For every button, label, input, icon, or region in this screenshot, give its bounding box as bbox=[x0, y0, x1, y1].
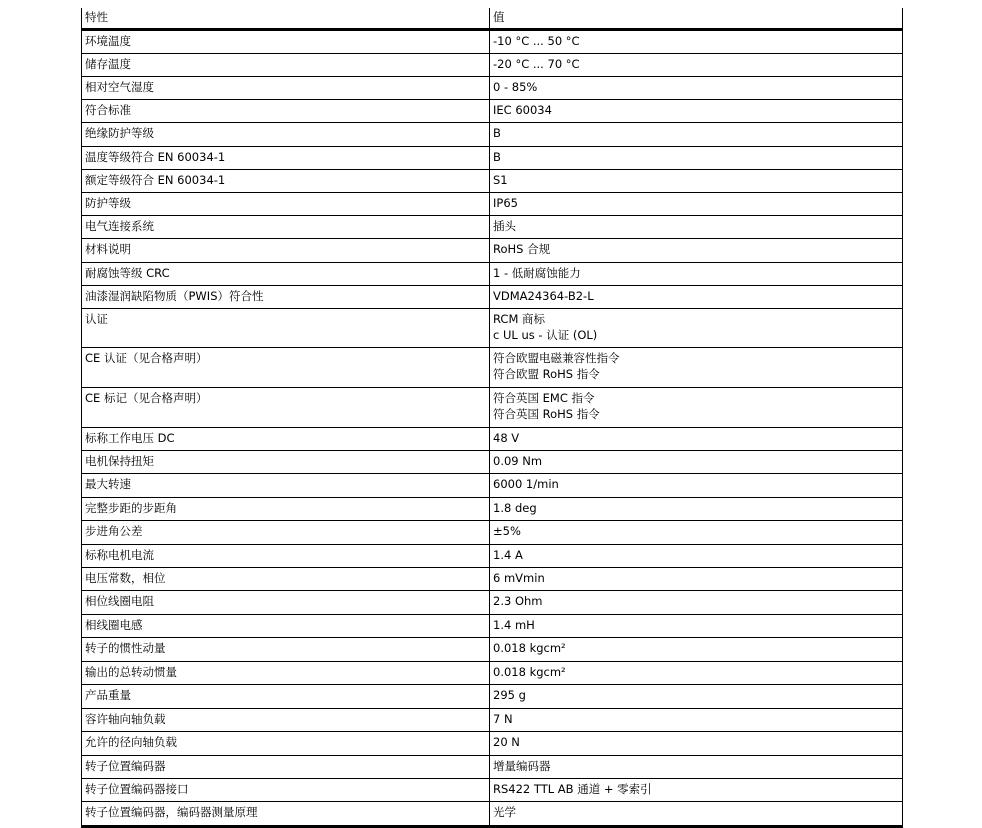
table-row bbox=[81, 521, 903, 545]
property-value-cell bbox=[490, 286, 903, 308]
property-name-cell: 温度等级符合 EN 60034-1 bbox=[81, 147, 490, 169]
table-row bbox=[81, 239, 903, 263]
property-name-cell: CE 认证（见合格声明） bbox=[81, 348, 490, 387]
value-line: 0.018 kgcm² bbox=[493, 641, 566, 655]
spec-table bbox=[81, 8, 903, 828]
property-name-cell: 转子位置编码器 bbox=[81, 756, 490, 778]
table-row bbox=[81, 193, 903, 216]
value-line: 1 - 低耐腐蚀能力 bbox=[493, 266, 581, 280]
property-name-cell: CE 标记（见合格声明） bbox=[81, 388, 490, 427]
property-name-cell: 环境温度 bbox=[81, 31, 490, 53]
property-name-cell: 防护等级 bbox=[81, 193, 490, 215]
header-value-cell: 值 bbox=[490, 8, 903, 28]
table-row bbox=[81, 568, 903, 591]
property-value-cell bbox=[490, 309, 903, 347]
property-value-cell bbox=[490, 709, 903, 731]
value-line: 1.8 deg bbox=[493, 501, 537, 515]
value-line: 0.018 kgcm² bbox=[493, 665, 566, 679]
value-line: 6 mVmin bbox=[493, 571, 545, 585]
property-name-cell: 最大转速 bbox=[81, 474, 490, 497]
property-value-cell bbox=[490, 615, 903, 637]
property-value-cell bbox=[490, 474, 903, 497]
property-name-cell: 转子的惯性动量 bbox=[81, 638, 490, 661]
property-value-cell bbox=[490, 100, 903, 122]
property-value-cell bbox=[490, 239, 903, 262]
table-row bbox=[81, 170, 903, 193]
table-row bbox=[81, 498, 903, 521]
property-value-cell bbox=[490, 521, 903, 544]
value-line: 符合欧盟 RoHS 指令 bbox=[493, 367, 600, 381]
value-line: 符合英国 EMC 指令 bbox=[493, 391, 595, 405]
property-value-cell bbox=[490, 428, 903, 450]
property-value-cell bbox=[490, 451, 903, 473]
table-row bbox=[81, 263, 903, 286]
property-name-cell: 绝缘防护等级 bbox=[81, 123, 490, 146]
table-row bbox=[81, 451, 903, 474]
value-line: IEC 60034 bbox=[493, 103, 552, 117]
table-row bbox=[81, 591, 903, 615]
property-value-cell bbox=[490, 685, 903, 708]
value-line: S1 bbox=[493, 173, 508, 187]
table-row bbox=[81, 388, 903, 428]
table-header-row bbox=[81, 8, 903, 31]
value-line: RoHS 合规 bbox=[493, 242, 551, 256]
property-name-cell: 相对空气湿度 bbox=[81, 77, 490, 99]
property-name-cell: 步进角公差 bbox=[81, 521, 490, 544]
property-name-cell: 电气连接系统 bbox=[81, 216, 490, 238]
value-line: 符合欧盟电磁兼容性指令 bbox=[493, 351, 620, 365]
property-name-cell: 标称电机电流 bbox=[81, 545, 490, 567]
value-line: 48 V bbox=[493, 431, 520, 445]
property-name-cell: 油漆湿润缺陷物质（PWIS）符合性 bbox=[81, 286, 490, 308]
property-name-cell: 电机保持扭矩 bbox=[81, 451, 490, 473]
property-value-cell bbox=[490, 388, 903, 427]
value-line: 1.4 A bbox=[493, 548, 523, 562]
value-line: RCM 商标 bbox=[493, 312, 546, 326]
property-value-cell bbox=[490, 779, 903, 801]
property-value-cell bbox=[490, 77, 903, 99]
property-value-cell bbox=[490, 263, 903, 285]
property-name-cell: 容许轴向轴负载 bbox=[81, 709, 490, 731]
property-value-cell bbox=[490, 348, 903, 387]
property-name-cell: 标称工作电压 DC bbox=[81, 428, 490, 450]
table-row bbox=[81, 779, 903, 802]
table-row bbox=[81, 77, 903, 100]
value-line: 7 N bbox=[493, 712, 513, 726]
table-row bbox=[81, 123, 903, 147]
property-value-cell bbox=[490, 662, 903, 684]
table-row bbox=[81, 732, 903, 756]
value-line: c UL us - 认证 (OL) bbox=[493, 328, 598, 342]
property-name-cell: 完整步距的步距角 bbox=[81, 498, 490, 520]
property-name-cell: 产品重量 bbox=[81, 685, 490, 708]
property-value-cell bbox=[490, 568, 903, 590]
property-name-cell: 储存温度 bbox=[81, 54, 490, 76]
property-value-cell bbox=[490, 498, 903, 520]
value-line: RS422 TTL AB 通道 + 零索引 bbox=[493, 782, 652, 796]
table-row bbox=[81, 802, 903, 828]
table-row bbox=[81, 216, 903, 239]
table-row bbox=[81, 545, 903, 568]
table-body bbox=[81, 31, 903, 828]
property-name-cell: 认证 bbox=[81, 309, 490, 347]
property-value-cell bbox=[490, 216, 903, 238]
property-value-cell bbox=[490, 591, 903, 614]
property-name-cell: 转子位置编码器，编码器测量原理 bbox=[81, 802, 490, 825]
property-name-cell: 转子位置编码器接口 bbox=[81, 779, 490, 801]
value-line: 光学 bbox=[493, 805, 516, 819]
property-name-cell: 符合标准 bbox=[81, 100, 490, 122]
table-row bbox=[81, 709, 903, 732]
property-name-cell: 允许的径向轴负载 bbox=[81, 732, 490, 755]
table-row bbox=[81, 638, 903, 662]
property-name-cell: 材料说明 bbox=[81, 239, 490, 262]
property-name-cell: 额定等级符合 EN 60034-1 bbox=[81, 170, 490, 192]
value-line: 295 g bbox=[493, 688, 526, 702]
value-line: -10 °C ... 50 °C bbox=[493, 34, 580, 48]
property-name-cell: 相位线圈电阻 bbox=[81, 591, 490, 614]
value-line: 1.4 mH bbox=[493, 618, 535, 632]
table-row bbox=[81, 54, 903, 77]
property-name-cell: 输出的总转动惯量 bbox=[81, 662, 490, 684]
property-name-cell: 相线圈电感 bbox=[81, 615, 490, 637]
table-row bbox=[81, 428, 903, 451]
value-line: ±5% bbox=[493, 524, 521, 538]
property-value-cell bbox=[490, 31, 903, 53]
property-value-cell bbox=[490, 732, 903, 755]
table-row bbox=[81, 147, 903, 170]
value-line: VDMA24364-B2-L bbox=[493, 289, 594, 303]
property-value-cell bbox=[490, 638, 903, 661]
property-value-cell bbox=[490, 545, 903, 567]
table-row bbox=[81, 348, 903, 388]
value-line: IP65 bbox=[493, 196, 518, 210]
table-row bbox=[81, 615, 903, 638]
value-line: 0.09 Nm bbox=[493, 454, 543, 468]
table-row bbox=[81, 31, 903, 54]
property-value-cell bbox=[490, 193, 903, 215]
value-line: 0 - 85% bbox=[493, 80, 538, 94]
property-name-cell: 电压常数，相位 bbox=[81, 568, 490, 590]
property-name-cell: 耐腐蚀等级 CRC bbox=[81, 263, 490, 285]
table-row bbox=[81, 286, 903, 309]
property-value-cell bbox=[490, 54, 903, 76]
table-row bbox=[81, 756, 903, 779]
property-value-cell bbox=[490, 123, 903, 146]
table-row bbox=[81, 100, 903, 123]
value-line: B bbox=[493, 150, 501, 164]
value-line: 20 N bbox=[493, 735, 520, 749]
property-value-cell bbox=[490, 170, 903, 192]
value-line: 插头 bbox=[493, 219, 516, 233]
value-line: 增量编码器 bbox=[493, 759, 551, 773]
table-row bbox=[81, 662, 903, 685]
value-line: -20 °C ... 70 °C bbox=[493, 57, 580, 71]
table-row bbox=[81, 309, 903, 348]
property-value-cell bbox=[490, 756, 903, 778]
value-line: B bbox=[493, 126, 501, 140]
table-row bbox=[81, 685, 903, 709]
value-line: 2.3 Ohm bbox=[493, 594, 543, 608]
value-line: 符合英国 RoHS 指令 bbox=[493, 407, 600, 421]
value-line: 6000 1/min bbox=[493, 477, 559, 491]
property-value-cell bbox=[490, 147, 903, 169]
table-row bbox=[81, 474, 903, 498]
header-name-cell: 特性 bbox=[81, 8, 490, 28]
